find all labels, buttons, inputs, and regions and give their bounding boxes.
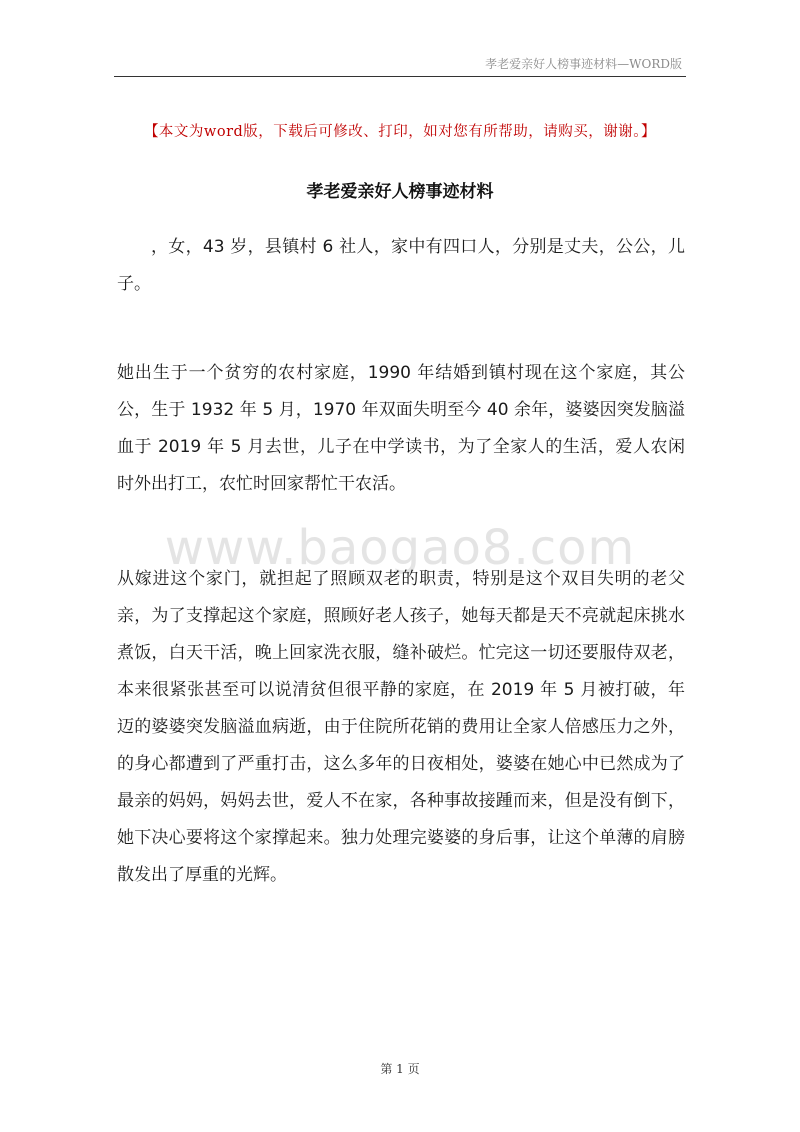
paragraph-1: ，女，43 岁，县镇村 6 社人，家中有四口人，分别是丈夫，公公，儿子。 [117,237,685,294]
running-header: 孝老爱亲好人榜事迹材料—WORD版 [485,57,682,71]
watermark: www.baogao8.com [164,520,636,576]
page-number: 第 1 页 [380,1062,420,1076]
paragraph-2: 她出生于一个贫穷的农村家庭，1990 年结婚到镇村现在这个家庭，其公公，生于 1932 年 5 月，1970 年双面失明至今 40 余年，婆婆因突发脑溢血于 2019 年 5 月去世，儿子在中学读书，为了全家人的生活，爱人农闲时外出打工，农忙时回家帮忙干农活。 [117,363,685,494]
paragraph-3: 从嫁进这个家门，就担起了照顾双老的职责，特别是这个双目失明的老父亲，为了支撑起这个家庭，照顾好老人孩子，她每天都是天不亮就起床挑水煮饭，白天干活，晚上回家洗衣服，缝补破烂。忙完这一切还要服侍双老，本来很紧张甚至可以说清贫但很平静的家庭，在 2019 年 5 月被打破，年迈的婆婆突发脑溢血病逝，由于住院所花销的费用让全家人倍感压力之外，的身心都遭到了严重打击，这么多年的日夜相处，婆婆在她心中已然成为了最亲的妈妈，妈妈去世，爱人不在家，各种事故接踵而来，但是没有倒下，她下决心要将这个家撑起来。独力处理完婆婆的身后事，让这个单薄的肩膀散发出了厚重的光辉。 [117,569,685,885]
header-divider [114,76,686,77]
purchase-notice: 【本文为word版，下载后可修改、打印，如对您有所帮助，请购买，谢谢。】 [143,124,657,140]
document-title: 孝老爱亲好人榜事迹材料 [306,182,494,202]
